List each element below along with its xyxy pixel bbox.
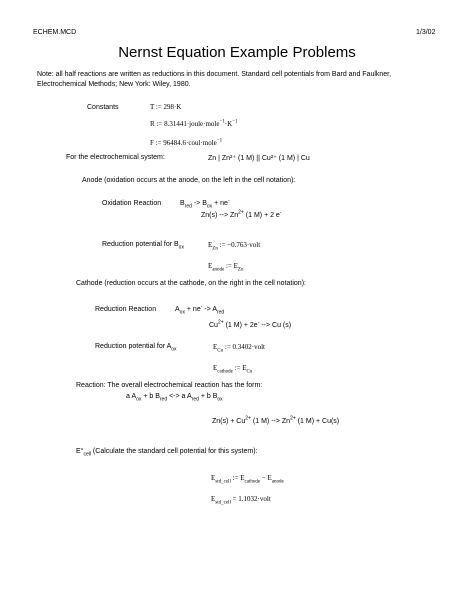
e-std-cell-result: $E_{std\_cell}$ = 1.1032·volt [211,495,271,506]
reduction-reaction-specific: $Cu^{2+}$ (1 M) + 2e- --> Cu (s) [209,319,292,329]
e-zn-definition: $E_{Zn}$ := −0.763·volt [208,241,261,252]
e-anode-definition: $E_{anode}$ := $E_{Zn}$ [208,262,244,273]
anode-heading: Anode (oxidation occurs at the anode, on the left in the cell notation): [82,177,296,184]
e-cu-definition: $E_{Cu}$ := 0.3402·volt [213,343,265,354]
oxidation-reaction-label: Oxidation Reaction [102,200,162,207]
system-label: For the electrochemical system: [66,154,165,161]
constant-faraday: F := 96484.6·coul·mole$^{-1}$ [150,138,223,147]
note-paragraph: Note: all half reactions are written as reductions in this document. Standard cell potentials from Bard and Faulkner, Electrochemical Methods; New York: Wiley, 1980. [37,71,392,88]
reduction-reaction-general: $A_{ox} + ne^- -> A_{red}$ [175,303,225,316]
e-std-cell-definition: $E_{std\_cell}$ := $E_{cathode} - E_{anode}$ [211,474,284,485]
reduction-reaction-label: Reduction Reaction [95,306,157,313]
reduction-potential-b-label: Reduction potential for $B_{ox}$ [102,241,184,251]
file-name: ECHEM.MCD [33,29,77,36]
reduction-potential-a-label: Reduction potential for $A_{ox}$ [95,343,177,353]
reaction-heading: Reaction: The overall electrochemical reaction has the form: [76,382,263,389]
oxidation-reaction-specific: Zn(s) --> $Zn^{2+}$ (1 M) + 2 e- [201,209,282,219]
reaction-specific: $Zn(s) + Cu^{2+}$ (1 M) --> $Zn^{2+}$ (1 M) + Cu(s) [212,415,340,425]
e-cathode-definition: $E_{cathode}$ := $E_{Cu}$ [213,364,253,375]
reaction-general-form: a $A_{ox} + b$ $B_{red}$ <-> a $A_{red} + b$ $B_{ox}$ [126,393,223,403]
document-date: 1/3/02 [416,29,436,36]
ecell-heading: $E^\circ_{cell}$ (Calculate the standard cell potential for this system): [76,448,258,458]
cell-notation: Zn | Zn²⁺ (1 M) || Cu²⁺ (1 M) | Cu [208,155,310,162]
cathode-heading: Cathode (reduction occurs at the cathode, on the right in the cell notation): [76,280,306,287]
constant-temperature: T := 298·K [150,103,182,111]
constant-gas: R := $8.31441\cdot joule\cdot mole^{-1}\cdot K^{-1}$ [150,119,238,128]
constants-label: Constants [87,104,119,111]
page-title: Nernst Equation Example Problems [118,44,356,61]
oxidation-reaction-general: $B_{red} -> B_{ox} + ne^-$ [180,197,230,210]
